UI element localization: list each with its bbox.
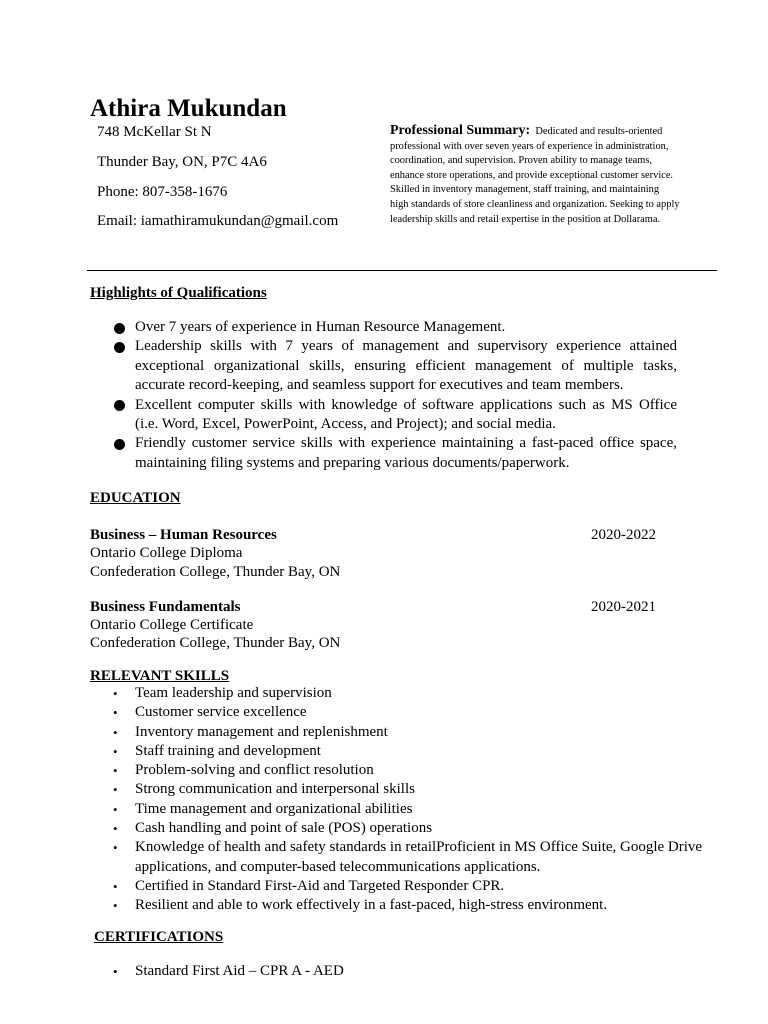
bullet-icon (114, 323, 125, 334)
certifications-heading: CERTIFICATIONS (94, 929, 224, 945)
education-program: Business – Human Resources (90, 527, 277, 543)
skills-heading: RELEVANT SKILLS (90, 668, 230, 684)
bullet-icon: • (113, 782, 118, 798)
candidate-name: Athira Mukundan (90, 95, 287, 122)
certifications-list (113, 962, 703, 981)
bullet-icon: • (113, 724, 118, 740)
list-item: • Customer service excellence (113, 704, 307, 721)
list-item: • Standard First Aid – CPR A - AED (113, 963, 344, 979)
list-item: • Problem-solving and conflict resolution (113, 762, 374, 779)
list-item: Leadership skills with 7 years of management and supervisory experience attained exceptional organizational skills, ensuring efficient management of multiple tasks, accurate record-keeping, and seamless support for executives and team members. (114, 337, 677, 395)
education-years: 2020-2021 (591, 599, 656, 615)
list-item: • Team leadership and supervision (113, 685, 332, 701)
summary-title: Professional Summary: (390, 123, 531, 138)
list-item: Excellent computer skills with knowledge of software applications such as MS Office (i.e. Word, Excel, PowerPoint, Access, and Project); and social media. (114, 396, 677, 435)
phone-number: Phone: 807-358-1676 (97, 184, 228, 200)
qualifications-heading: Highlights of Qualifications (90, 285, 267, 301)
bullet-icon (114, 342, 125, 353)
bullet-icon: • (113, 743, 118, 759)
list-item: Friendly customer service skills with experience maintaining a fast-paced office space, maintaining filing systems and preparing various documents/paperwork. (114, 434, 677, 473)
bullet-icon: • (113, 878, 118, 894)
skills-list (113, 684, 703, 916)
summary-text: Dedicated and results-oriented professional with over seven years of experience in administration, coordination, and supervision. Proven ability to manage teams, enhance store operations, and provide exceptional customer service. Skilled in inventory management, staff training, and maintaining high standards of store cleanliness and organization. Seeking to apply leadership skills and retail expertise in the position at Dollarama. (390, 126, 680, 225)
professional-summary (390, 124, 680, 227)
bullet-icon: • (113, 801, 118, 817)
list-item: • Inventory management and replenishment (113, 723, 388, 740)
header-divider (87, 270, 717, 271)
education-heading: EDUCATION (90, 490, 181, 506)
list-item: • Staff training and development (113, 742, 321, 759)
education-years: 2020-2022 (591, 527, 656, 543)
list-item: • Strong communication and interpersonal skills (113, 781, 415, 798)
address-line-2: Thunder Bay, ON, P7C 4A6 (97, 154, 267, 170)
education-school: Confederation College, Thunder Bay, ON (90, 635, 341, 651)
bullet-icon: • (113, 705, 118, 721)
bullet-icon (114, 439, 125, 450)
email-address: Email: iamathiramukundan@gmail.com (97, 213, 339, 229)
education-credential: Ontario College Certificate (90, 617, 254, 633)
list-item: • Cash handling and point of sale (POS) operations (113, 820, 433, 837)
list-item: • Knowledge of health and safety standards in retailProficient in MS Office Suite, Google Drive applications, and computer-based telecommunications applications. (113, 839, 703, 875)
bullet-icon: • (113, 898, 118, 914)
address-line-1: 748 McKellar St N (97, 124, 212, 140)
list-item: • Resilient and able to work effectively in a fast-paced, high-stress environment. (113, 897, 608, 914)
list-item: Over 7 years of experience in Human Resource Management. (114, 318, 677, 337)
list-item: • Certified in Standard First-Aid and Targeted Responder CPR. (113, 877, 505, 894)
bullet-icon: • (113, 763, 118, 779)
list-item: • Time management and organizational abilities (113, 800, 413, 817)
bullet-icon (114, 400, 125, 411)
education-credential: Ontario College Diploma (90, 545, 243, 561)
qualifications-list (114, 318, 677, 473)
bullet-icon: • (113, 840, 118, 856)
education-program: Business Fundamentals (90, 599, 241, 615)
bullet-icon: • (113, 686, 118, 701)
bullet-icon: • (113, 964, 118, 979)
education-school: Confederation College, Thunder Bay, ON (90, 564, 341, 580)
bullet-icon: • (113, 821, 118, 837)
